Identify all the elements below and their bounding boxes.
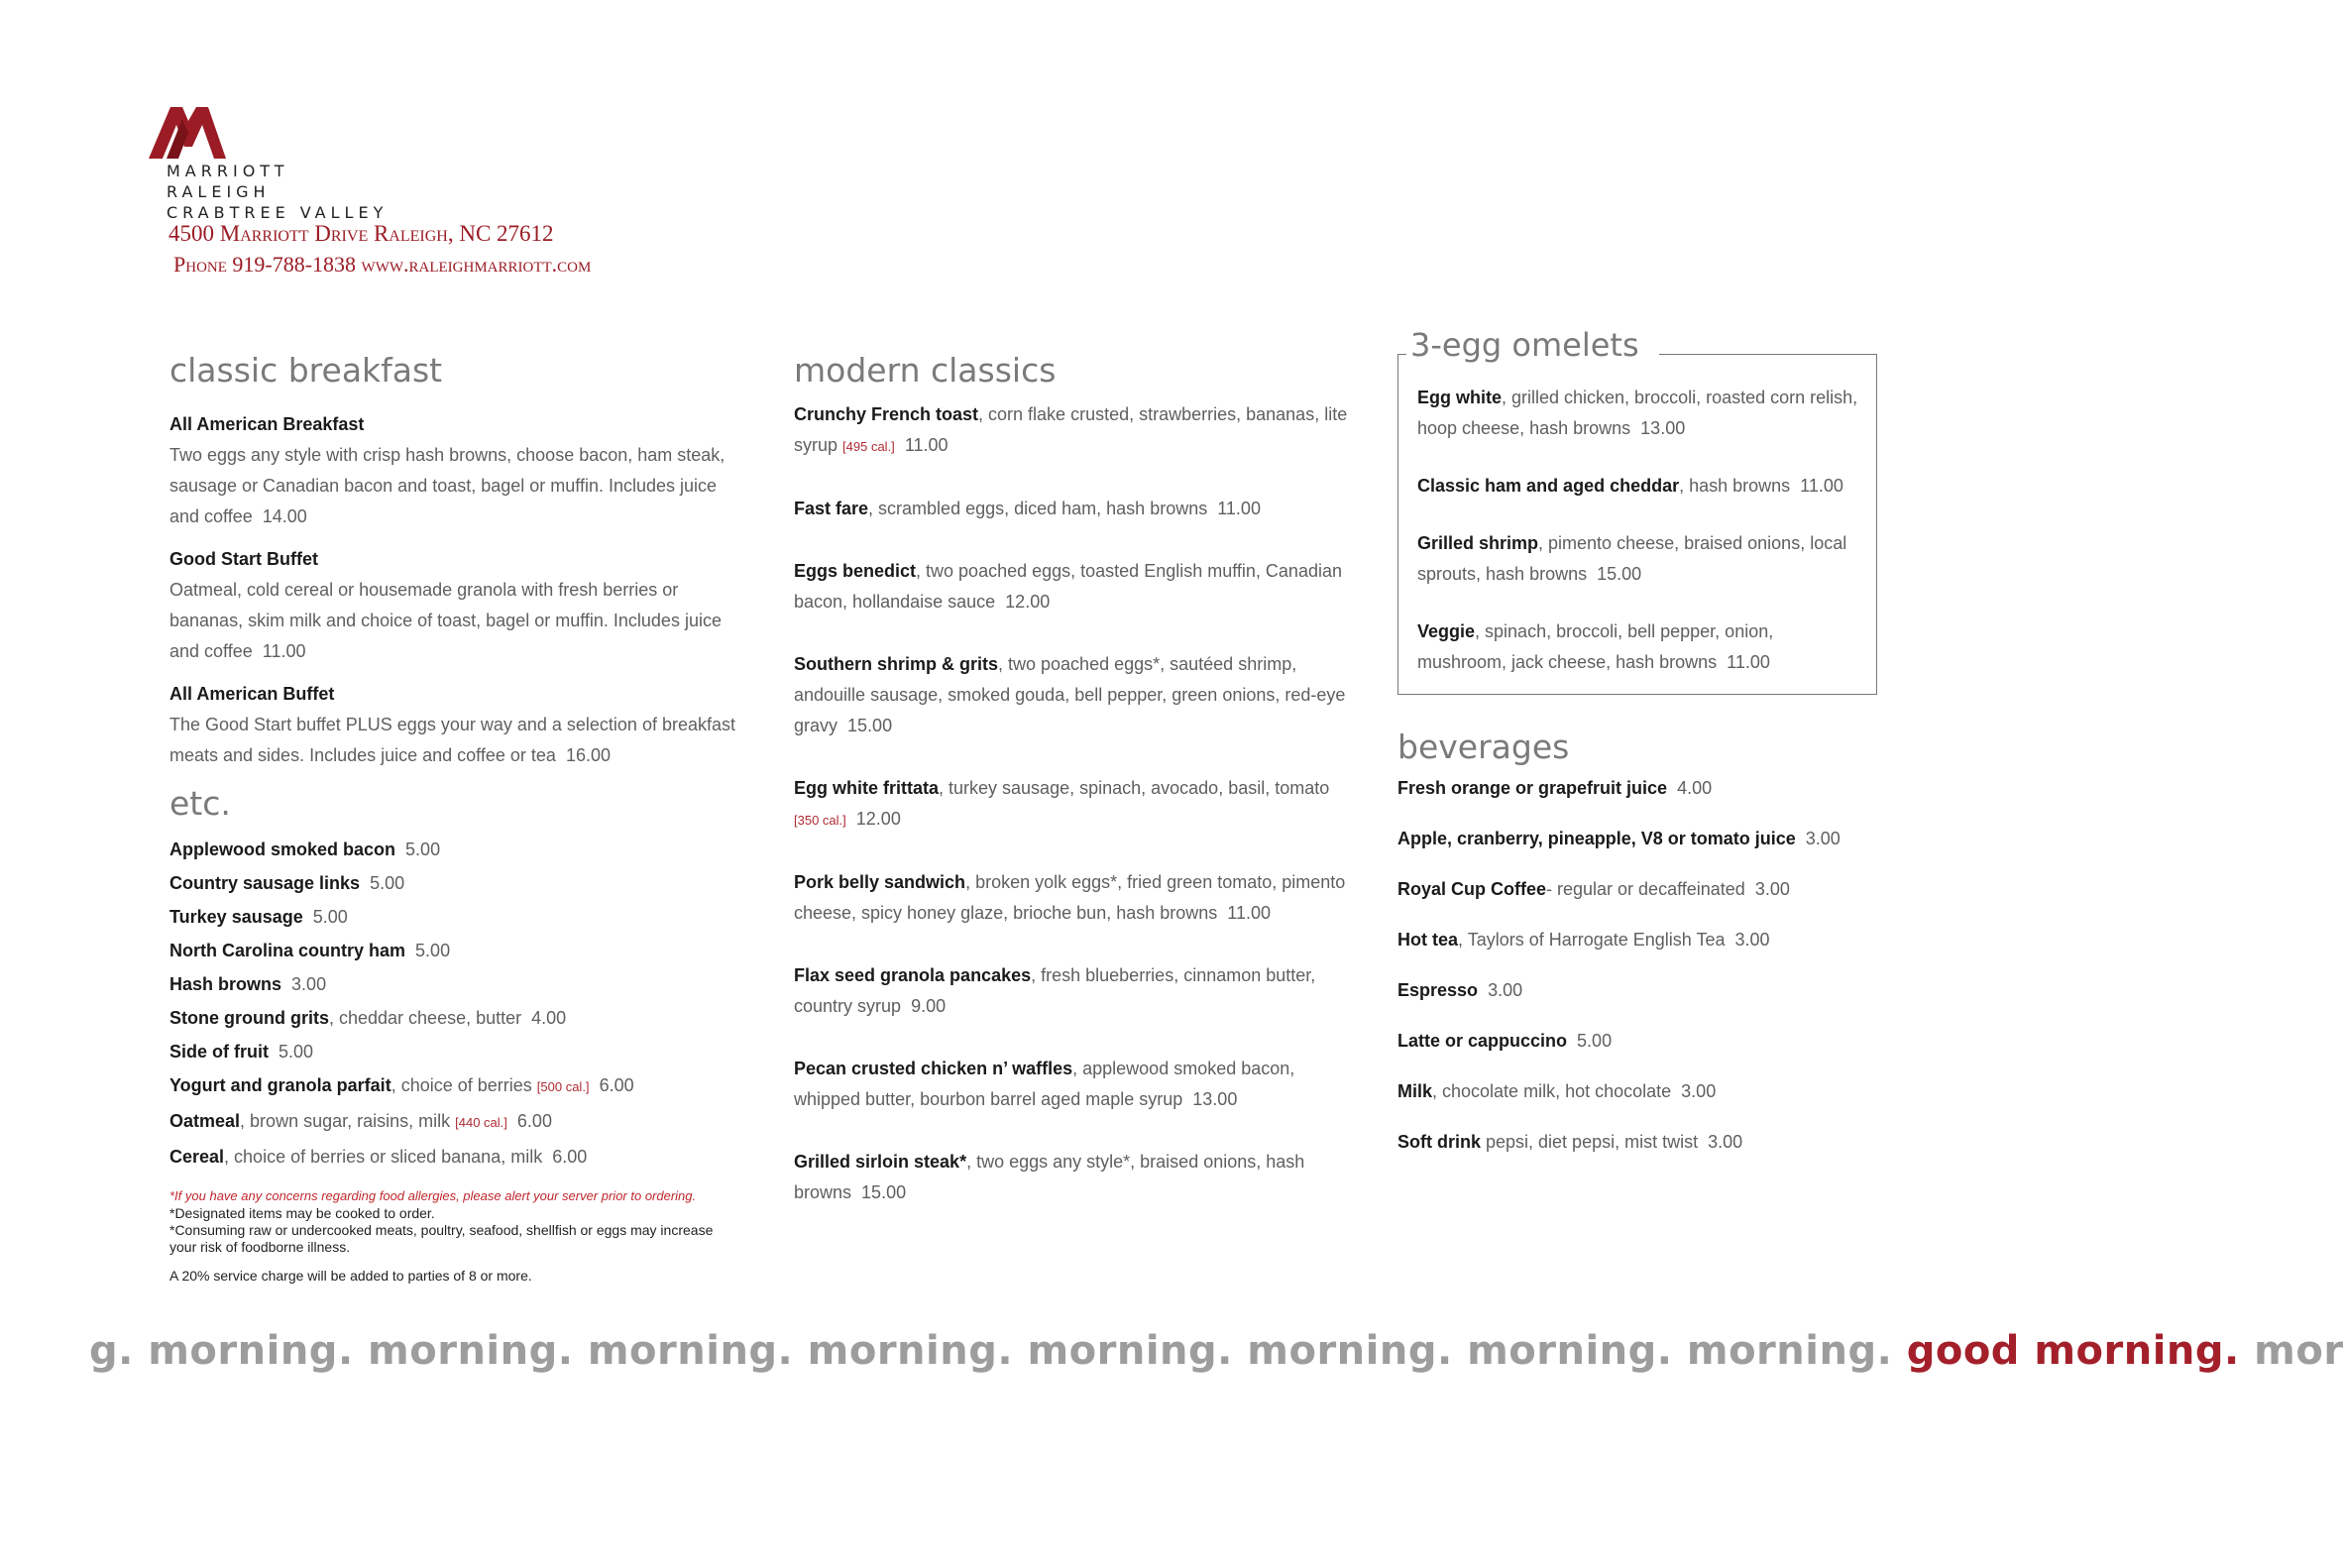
section-title-omelets: 3-egg omelets [1406, 325, 1659, 365]
item-price: 11.00 [262, 641, 306, 661]
modern-classics-list [794, 399, 1359, 1208]
beverages-list [1397, 774, 1883, 1157]
item-name: Egg white frittata [794, 778, 940, 798]
item-calories: [495 cal.] [842, 439, 895, 454]
item-description: Oatmeal, cold cereal or housemade granola with fresh berries or bananas, skim milk and choice of toast, bagel or muffin. Includes juice and coffee [169, 580, 722, 661]
item-name: Pecan crusted chicken n’ waffles [794, 1059, 1073, 1078]
item-name: Classic ham and aged cheddar [1417, 476, 1680, 496]
right-column [1397, 326, 1883, 1178]
item-price: 5.00 [1577, 1031, 1613, 1051]
menu-item [794, 399, 1359, 462]
menu-item [1397, 825, 1883, 853]
item-name: Crunchy French toast [794, 404, 979, 424]
item-price: 11.00 [1217, 499, 1261, 518]
classic-breakfast-list [169, 409, 744, 771]
item-description: - regular or decaffeinated [1546, 879, 1745, 899]
item-name: Grilled sirloin steak* [794, 1152, 967, 1172]
item-price: 9.00 [911, 996, 947, 1016]
etc-list [169, 833, 744, 1174]
item-price: 12.00 [1005, 592, 1051, 612]
hotel-name-line1: MARRIOTT [167, 162, 289, 180]
menu-item [1417, 471, 1858, 502]
item-price: 3.00 [291, 974, 327, 994]
menu-item [794, 556, 1359, 617]
menu-item [169, 1140, 744, 1174]
menu-item [794, 649, 1359, 741]
menu-item [169, 1068, 744, 1104]
section-title-etc: etc. [169, 784, 231, 823]
menu-item [169, 679, 744, 771]
menu-item [169, 1035, 744, 1068]
item-price: 13.00 [1192, 1089, 1238, 1109]
item-calories: [440 cal.] [455, 1115, 507, 1130]
menu-item [1397, 976, 1883, 1005]
menu-item [794, 773, 1359, 836]
menu-item [1417, 528, 1858, 590]
item-price: 16.00 [565, 745, 611, 765]
middle-column [794, 350, 1359, 1240]
menu-item [169, 934, 744, 967]
menu-item [1417, 616, 1858, 678]
banner-highlight-text: good morning. [1906, 1328, 2240, 1374]
item-description: The Good Start buffet PLUS eggs your way and a selection of breakfast meats and sides. Includes juice and coffee or tea [169, 715, 735, 765]
menu-item [794, 1054, 1359, 1115]
item-name: Fast fare [794, 499, 869, 518]
item-price: 3.00 [1708, 1132, 1743, 1152]
item-price: 6.00 [599, 1075, 634, 1095]
allergy-note: *If you have any concerns regarding food allergies, please alert your server prior to ordering. [169, 1188, 697, 1203]
menu-item [1417, 383, 1858, 444]
item-price: 3.00 [1681, 1081, 1717, 1101]
item-name: North Carolina country ham [169, 941, 406, 960]
menu-item [169, 900, 744, 934]
designated-note: *Designated items may be cooked to order. [169, 1205, 435, 1221]
good-morning-banner [89, 1328, 2344, 1374]
marriott-logo-icon [149, 103, 228, 159]
omelets-box [1397, 326, 1877, 695]
item-price: 3.00 [1805, 829, 1841, 848]
item-price: 14.00 [262, 506, 307, 526]
item-description: , turkey sausage, spinach, avocado, basil, tomato [939, 778, 1330, 798]
item-description: , chocolate milk, hot chocolate [1432, 1081, 1672, 1101]
item-price: 3.00 [1734, 930, 1770, 950]
item-description: , hash browns [1679, 476, 1791, 496]
item-description: , corn flake crusted, strawberries, bananas, lite syrup [794, 404, 1348, 455]
item-name: Flax seed granola pancakes [794, 965, 1032, 985]
menu-item [169, 1001, 744, 1035]
item-price: 11.00 [1800, 476, 1843, 496]
item-price: 6.00 [516, 1111, 552, 1131]
item-price: 5.00 [370, 873, 405, 893]
menu-item [1397, 1077, 1883, 1106]
section-title-classic-breakfast: classic breakfast [169, 351, 443, 390]
item-name: Grilled shrimp [1417, 533, 1539, 553]
item-description: , two poached eggs*, sautéed shrimp, andouille sausage, smoked gouda, bell pepper, green onions, red-eye gravy [794, 654, 1346, 735]
menu-item [169, 866, 744, 900]
item-description: pepsi, diet pepsi, mist twist [1481, 1132, 1699, 1152]
item-description: , spinach, broccoli, bell pepper, onion, mushroom, jack cheese, hash browns [1417, 621, 1774, 672]
item-name: Milk [1397, 1081, 1433, 1101]
item-name: Cereal [169, 1147, 225, 1167]
menu-item [169, 544, 744, 667]
menu-item [169, 409, 744, 532]
item-name: Egg white [1417, 388, 1502, 407]
item-description: , choice of berries or sliced banana, milk [224, 1147, 543, 1167]
item-price: 11.00 [904, 435, 949, 455]
item-description: Two eggs any style with crisp hash browns, choose bacon, ham steak, sausage or Canadian bacon and toast, bagel or muffin. Includes juice and coffee [169, 445, 726, 526]
item-description: , grilled chicken, broccoli, roasted corn relish, hoop cheese, hash browns [1417, 388, 1858, 438]
item-price: 15.00 [1597, 564, 1642, 584]
item-description: , Taylors of Harrogate English Tea [1458, 930, 1726, 950]
menu-item [794, 867, 1359, 929]
menu-item [169, 1104, 744, 1140]
item-price: 5.00 [279, 1042, 314, 1062]
item-name: Country sausage links [169, 873, 361, 893]
item-price: 12.00 [855, 809, 901, 829]
item-description: , fresh blueberries, cinnamon butter, country syrup [794, 965, 1316, 1016]
menu-item [1397, 1027, 1883, 1056]
section-title-modern-classics: modern classics [794, 351, 1057, 390]
item-name: Yogurt and granola parfait [169, 1075, 391, 1095]
hotel-name-line3: CRABTREE VALLEY [167, 203, 389, 222]
menu-item [794, 1147, 1359, 1208]
menu-item [1397, 926, 1883, 954]
service-charge-note: A 20% service charge will be added to parties of 8 or more. [169, 1268, 532, 1284]
hotel-phone-website: Phone 919-788-1838 www.raleighmarriott.com [173, 252, 592, 277]
item-description: , brown sugar, raisins, milk [240, 1111, 451, 1131]
menu-item [169, 967, 744, 1001]
item-name: All American Buffet [169, 684, 335, 704]
hotel-name-line2: RALEIGH [167, 182, 271, 201]
menu-item [794, 960, 1359, 1022]
menu-item [1397, 875, 1883, 904]
item-description: , choice of berries [391, 1075, 532, 1095]
menu-item [1397, 774, 1883, 803]
item-name: Apple, cranberry, pineapple, V8 or tomato juice [1397, 829, 1796, 848]
item-description: , pimento cheese, braised onions, local sprouts, hash browns [1417, 533, 1847, 584]
item-name: Oatmeal [169, 1111, 241, 1131]
item-name: Applewood smoked bacon [169, 840, 396, 859]
item-description: , applewood smoked bacon, whipped butter, bourbon barrel aged maple syrup [794, 1059, 1295, 1109]
item-description: , two poached eggs, toasted English muffin, Canadian bacon, hollandaise sauce [794, 561, 1342, 612]
menu-notes [169, 1187, 744, 1284]
item-price: 5.00 [312, 907, 348, 927]
item-price: 6.00 [552, 1147, 588, 1167]
item-name: Espresso [1397, 980, 1479, 1000]
hotel-address: 4500 Marriott Drive Raleigh, NC 27612 [168, 221, 554, 246]
raw-food-note: *Consuming raw or undercooked meats, poultry, seafood, shellfish or eggs may increase your risk of foodborne illness. [169, 1222, 714, 1255]
item-name: Turkey sausage [169, 907, 303, 927]
item-name: Stone ground grits [169, 1008, 329, 1028]
omelets-list [1417, 383, 1858, 678]
item-price: 4.00 [1677, 778, 1713, 798]
menu-item [794, 494, 1359, 524]
menu-item [169, 833, 744, 866]
item-name: Hot tea [1397, 930, 1459, 950]
item-price: 5.00 [405, 840, 441, 859]
item-name: Pork belly sandwich [794, 872, 966, 892]
item-description: , scrambled eggs, diced ham, hash browns [868, 499, 1208, 518]
item-description: , cheddar cheese, butter [329, 1008, 522, 1028]
item-name: Veggie [1417, 621, 1476, 641]
item-price: 13.00 [1640, 418, 1686, 438]
item-name: Side of fruit [169, 1042, 269, 1062]
item-description: , two eggs any style*, braised onions, hash browns [794, 1152, 1305, 1202]
item-calories: [500 cal.] [536, 1079, 590, 1094]
item-price: 3.00 [1754, 879, 1790, 899]
item-name: Good Start Buffet [169, 549, 318, 569]
item-price: 3.00 [1488, 980, 1523, 1000]
item-name: Hash browns [169, 974, 282, 994]
item-price: 11.00 [1227, 903, 1271, 923]
item-name: Latte or cappuccino [1397, 1031, 1568, 1051]
item-name: Southern shrimp & grits [794, 654, 999, 674]
item-name: Soft drink [1397, 1132, 1481, 1152]
item-price: 15.00 [847, 716, 893, 735]
banner-tail-text: mor [2254, 1328, 2344, 1374]
section-title-beverages: beverages [1397, 728, 1570, 766]
item-price: 15.00 [861, 1182, 907, 1202]
item-name: All American Breakfast [169, 414, 365, 434]
item-price: 4.00 [531, 1008, 567, 1028]
item-description: , broken yolk eggs*, fried green tomato, pimento cheese, spicy honey glaze, brioche bun, hash browns [794, 872, 1346, 923]
menu-item [1397, 1128, 1883, 1157]
item-name: Fresh orange or grapefruit juice [1397, 778, 1668, 798]
hotel-name [167, 161, 388, 223]
item-name: Eggs benedict [794, 561, 917, 581]
item-name: Royal Cup Coffee [1397, 879, 1547, 899]
item-price: 11.00 [1727, 652, 1770, 672]
item-calories: [350 cal.] [794, 813, 846, 828]
item-price: 5.00 [415, 941, 451, 960]
banner-gray-text: g. morning. morning. morning. morning. morning. morning. morning. morning. [89, 1328, 1893, 1374]
left-column [169, 350, 744, 1284]
